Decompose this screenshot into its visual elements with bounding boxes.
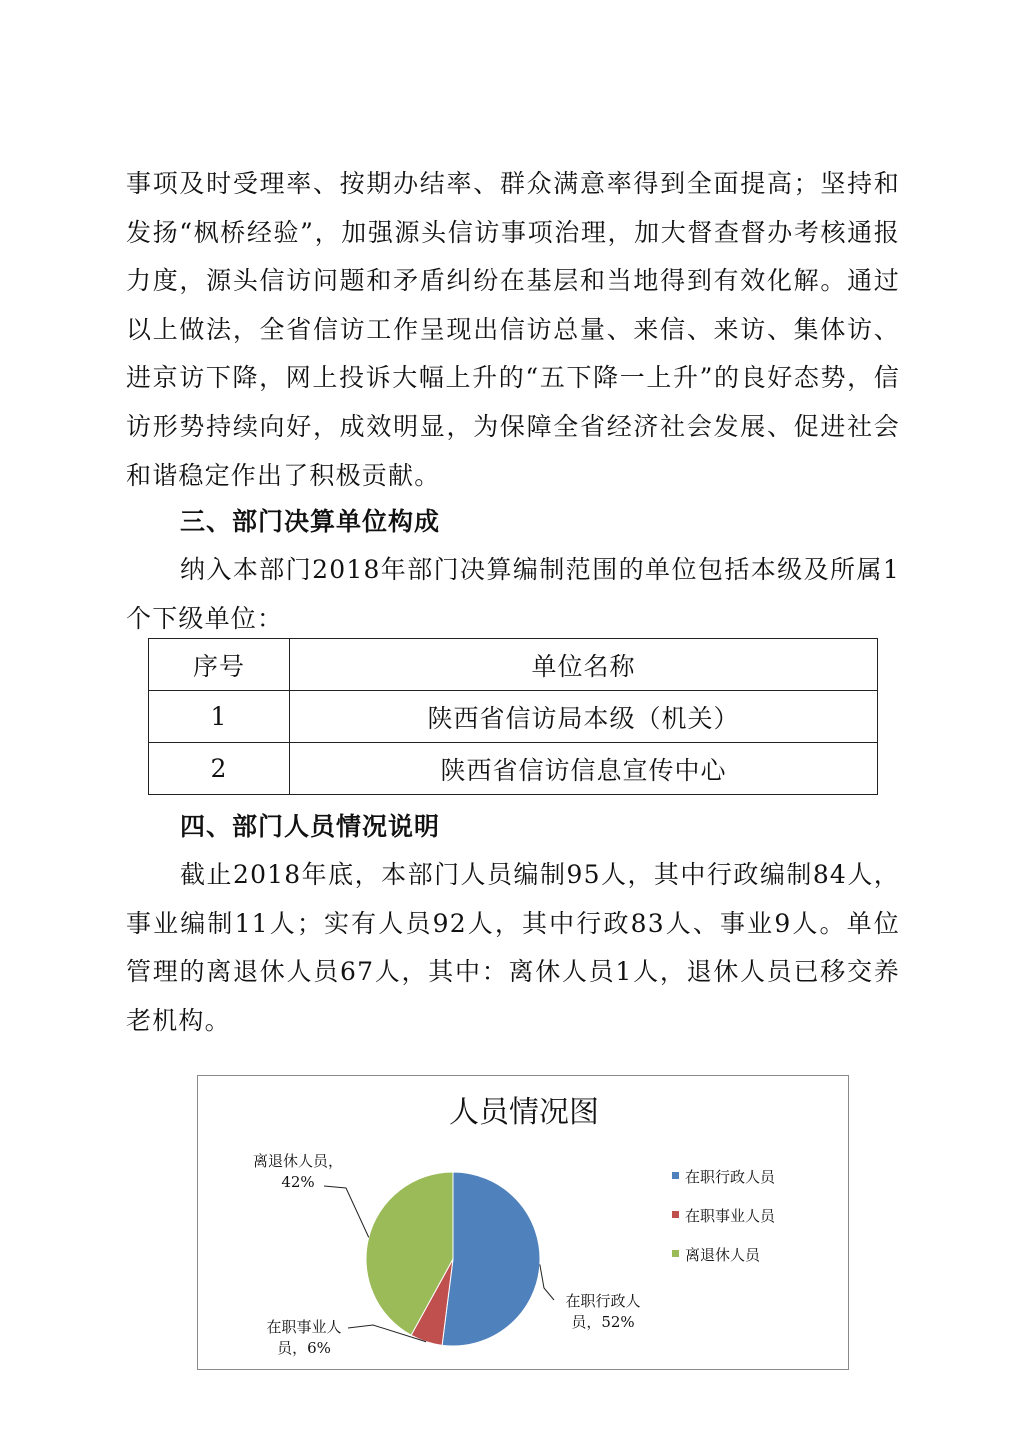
pie-chart-svg: [198, 1076, 850, 1371]
legend-swatch-3: [672, 1250, 679, 1257]
units-table: [148, 638, 878, 795]
header-index: 序号: [149, 639, 290, 691]
slice-label-3-line2: 42%: [281, 1173, 315, 1191]
table-row: [149, 691, 878, 743]
row-unit-name: 陕西省信访信息宣传中心: [290, 743, 878, 795]
slice-label-3-line1: 离退休人员，: [252, 1152, 344, 1170]
legend-label-3: 离退休人员: [685, 1246, 761, 1264]
heading-section-4: 四、部门人员情况说明: [180, 812, 441, 841]
slice-label-2-line1: 在职事业人: [266, 1318, 342, 1336]
slice-label-1-line2: 员，52%: [571, 1313, 635, 1331]
legend-swatch-2: [672, 1211, 679, 1218]
legend-swatch-1: [672, 1172, 679, 1179]
row-index: 1: [149, 691, 290, 743]
paragraph-petition-results: 事项及时受理率、按期办结率、群众满意率得到全面提高；坚持和发扬“枫桥经验”，加强源头信访事项治理，加大督查督办考核通报力度，源头信访问题和矛盾纠纷在基层和当地得到有效化解。通过以上做法，全省信访工作呈现出信访总量、来信、来访、集体访、进京访下降，网上投诉大幅上升的“五下降一上升”的良好态势，信访形势持续向好，成效明显，为保障全省经济社会发展、促进社会和谐稳定作出了积极贡献。: [126, 169, 900, 490]
leader-line-1: [540, 1264, 554, 1300]
table-row: [149, 743, 878, 795]
leader-line-3: [324, 1186, 369, 1237]
slice-label-2-line2: 员，6%: [277, 1339, 331, 1357]
legend-label-2: 在职事业人员: [685, 1207, 776, 1225]
paragraph-staffing: 截止2018年底，本部门人员编制95人，其中行政编制84人，事业编制11人；实有人员92人，其中行政83人、事业9人。单位管理的离退休人员67人，其中：离休人员1人，退休人员已移交养老机构。: [126, 860, 900, 1035]
paragraph-units-scope: 纳入本部门2018年部门决算编制范围的单位包括本级及所属1个下级单位：: [126, 555, 900, 633]
chart-title: 人员情况图: [449, 1095, 599, 1130]
row-unit-name: 陕西省信访局本级（机关）: [290, 691, 878, 743]
table-header-row: [149, 639, 878, 691]
legend-label-1: 在职行政人员: [685, 1168, 776, 1186]
pie-chart-personnel: [197, 1075, 849, 1370]
slice-label-1-line1: 在职行政人: [565, 1292, 641, 1310]
heading-section-3: 三、部门决算单位构成: [180, 507, 441, 536]
header-unit-name: 单位名称: [290, 639, 878, 691]
pie-slice-1: [442, 1172, 540, 1346]
row-index: 2: [149, 743, 290, 795]
